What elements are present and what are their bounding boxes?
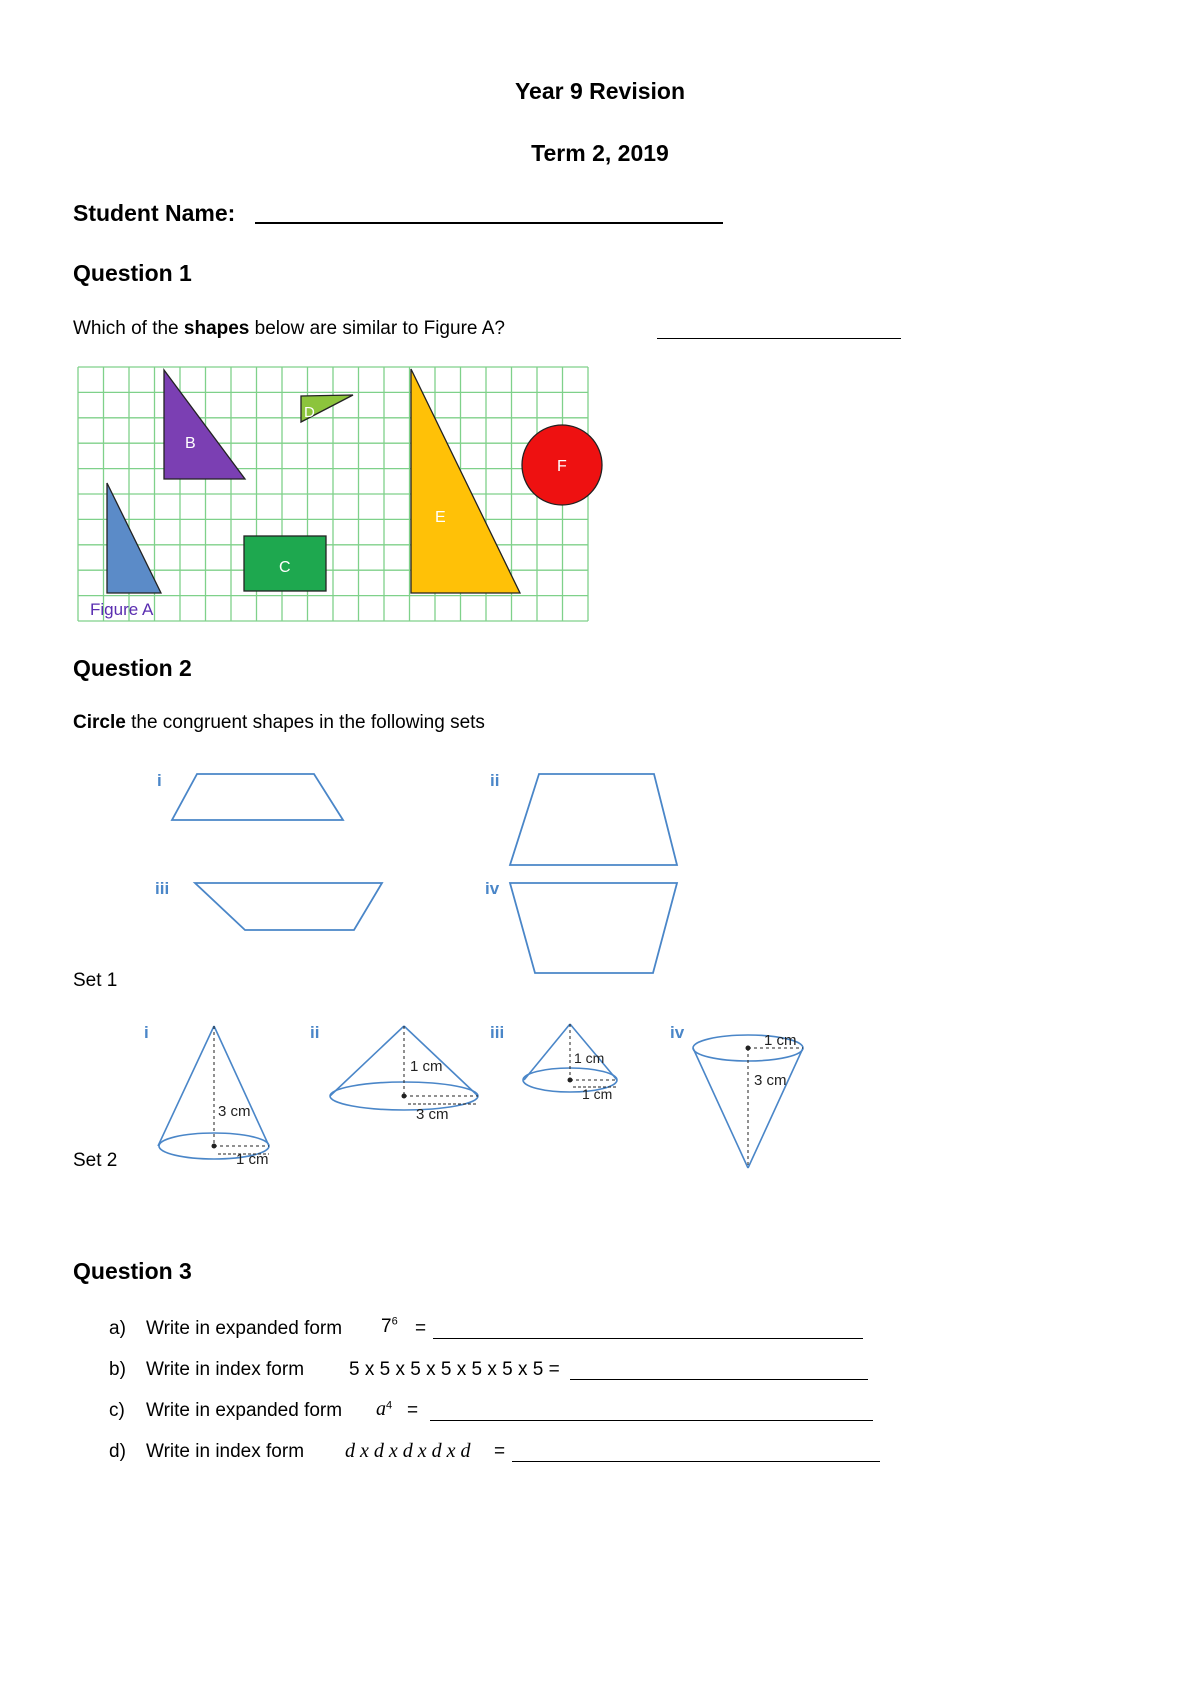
q3-item-a-text: Write in expanded form (146, 1318, 343, 1339)
prompt-bold-word: shapes (183, 318, 250, 339)
set1-label-iv: iv (485, 879, 500, 898)
cone-iv-radius: 1 cm (764, 1032, 797, 1049)
q3-item-a-equals: = (415, 1318, 427, 1339)
trapezoid-iv (510, 883, 677, 973)
expr-a-exponent: 6 (391, 1315, 398, 1328)
q3-item-b-answer-line[interactable] (570, 1379, 868, 1380)
question-1-answer-line[interactable] (657, 338, 901, 339)
question-2-prompt (73, 712, 485, 734)
expr-c-base: a (376, 1398, 386, 1420)
question-1-heading: Question 1 (73, 260, 192, 286)
trapezoid-ii (510, 774, 677, 865)
label-e: E (435, 509, 446, 526)
set-1-trapezoids (150, 760, 710, 985)
q3-item-c-letter: c) (109, 1400, 125, 1421)
expr-a-base: 7 (381, 1316, 392, 1337)
trapezoid-iii (195, 883, 382, 930)
worksheet-title: Year 9 Revision (514, 78, 686, 104)
expr-c-exponent: 4 (386, 1399, 393, 1412)
set1-label-i: i (157, 771, 162, 790)
q3-item-a-answer-line[interactable] (433, 1338, 863, 1339)
q3-item-c-equals: = (407, 1400, 419, 1421)
set1-label-iii: iii (155, 879, 170, 898)
prompt-circle-word: Circle (73, 712, 126, 733)
question-1-prompt (73, 318, 505, 340)
q3-item-c-expr (376, 1398, 392, 1421)
set2-label-ii: ii (310, 1023, 320, 1042)
label-b: B (185, 435, 196, 452)
cone-ii-height: 1 cm (410, 1058, 443, 1075)
prompt-text-1: Which of the (73, 318, 179, 339)
label-figure-a: Figure A (90, 600, 154, 619)
q3-item-d-letter: d) (109, 1441, 126, 1462)
set2-label-i: i (144, 1023, 149, 1042)
cone-iii-height: 1 cm (574, 1050, 605, 1066)
set-1-label: Set 1 (73, 970, 118, 991)
set2-label-iv: iv (670, 1023, 685, 1042)
q3-item-c-answer-line[interactable] (430, 1420, 873, 1421)
label-c: C (279, 559, 291, 576)
q3-item-a-expr (381, 1316, 398, 1338)
cone-i-height: 3 cm (218, 1103, 251, 1120)
shape-b-triangle (164, 370, 245, 479)
similarity-grid-figure (76, 365, 636, 625)
q3-item-d-text: Write in index form (146, 1441, 305, 1462)
student-name-line[interactable] (255, 222, 723, 224)
label-d: D (304, 404, 315, 421)
set1-label-ii: ii (490, 771, 500, 790)
prompt-rest: the congruent shapes in the following sets (131, 712, 485, 733)
set2-label-iii: iii (490, 1023, 505, 1042)
q3-item-b-expr: 5 x 5 x 5 x 5 x 5 x 5 x 5 = (349, 1359, 560, 1380)
q3-item-d-equals: = (494, 1441, 506, 1462)
question-2-heading: Question 2 (73, 655, 192, 681)
figure-a-triangle (107, 483, 161, 593)
q3-item-d-answer-line[interactable] (512, 1461, 880, 1462)
q3-item-b-text: Write in index form (146, 1359, 305, 1380)
q3-item-d-expr: d x d x d x d x d (345, 1440, 471, 1462)
cone-ii-radius: 3 cm (416, 1106, 449, 1123)
q3-item-a-letter: a) (109, 1318, 126, 1339)
set-2-label: Set 2 (73, 1150, 118, 1171)
cone-iii-radius: 1 cm (582, 1086, 613, 1102)
q3-item-b-letter: b) (109, 1359, 126, 1380)
question-3-heading: Question 3 (73, 1258, 192, 1284)
worksheet-term: Term 2, 2019 (531, 140, 669, 166)
q3-item-c-text: Write in expanded form (146, 1400, 343, 1421)
label-f: F (557, 458, 567, 475)
prompt-text-2: below are similar to Figure A? (254, 318, 505, 339)
shape-e-triangle (411, 369, 520, 593)
trapezoid-i (172, 774, 343, 820)
student-name-label: Student Name: (73, 200, 236, 226)
cone-i-radius: 1 cm (236, 1151, 269, 1168)
set-2-cones (140, 1018, 820, 1180)
cone-iv-height: 3 cm (754, 1072, 787, 1089)
